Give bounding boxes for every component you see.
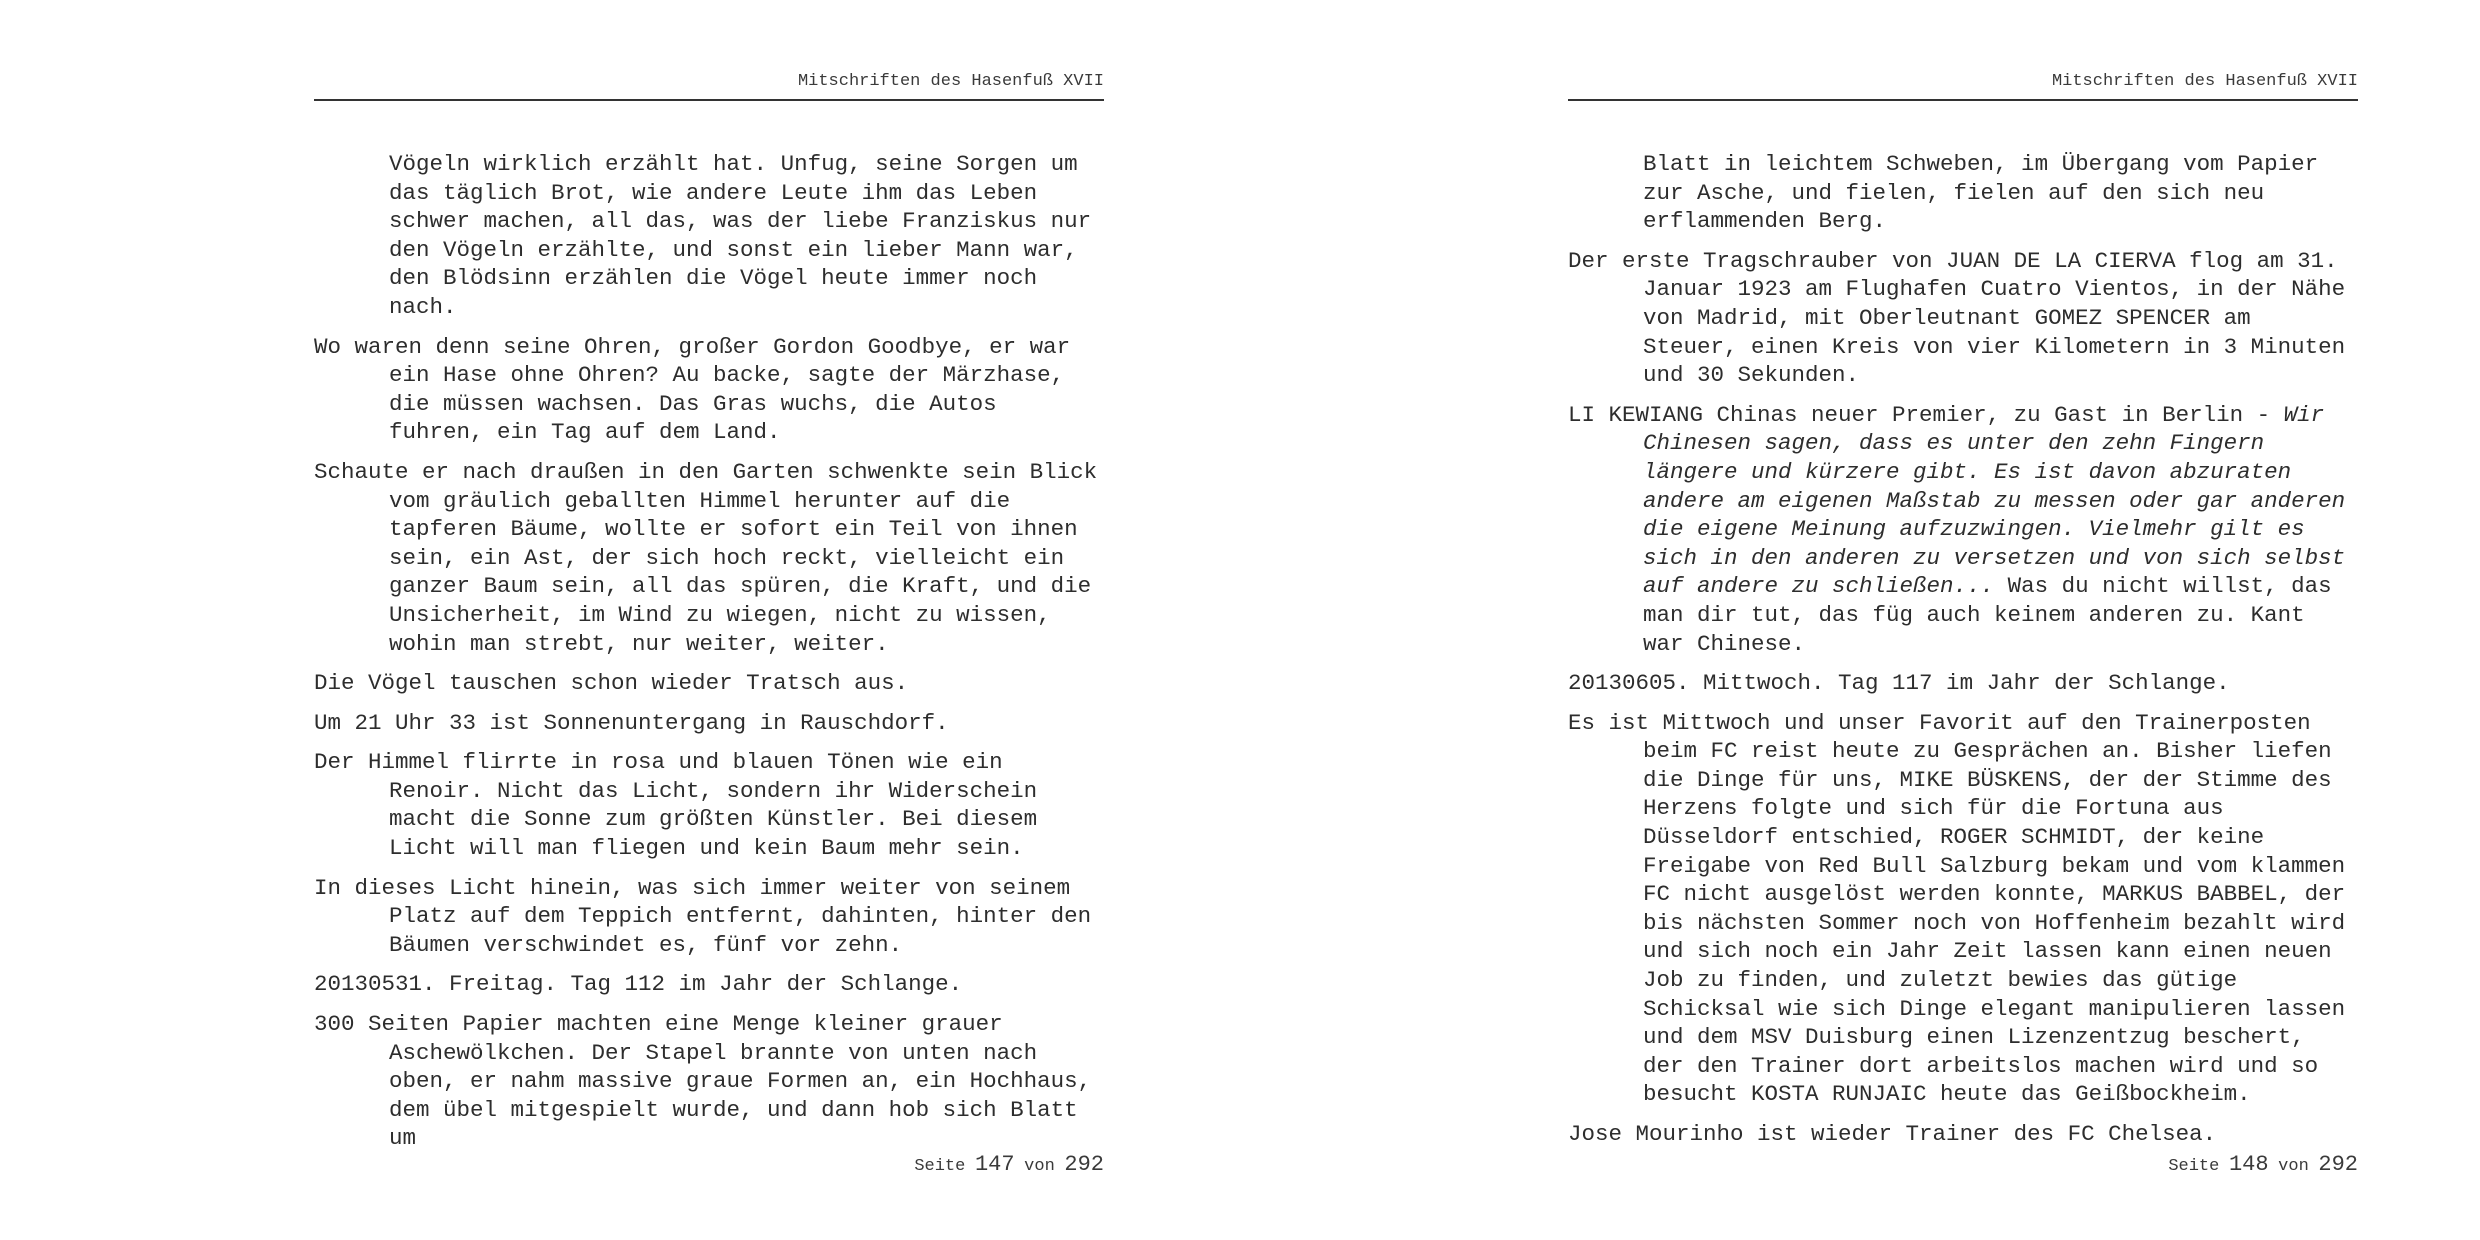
- paragraph: In dieses Licht hinein, was sich immer weiter von seinem Platz auf dem Teppich entfernt, dahinten, hinter den Bäumen verschwindet es, fünf vor zehn.: [314, 874, 1092, 958]
- page-footer: [1568, 1152, 2358, 1177]
- page-body: [314, 150, 1104, 1164]
- left-page: [314, 0, 1104, 1240]
- quote-intro: LI KEWIANG Chinas neuer Premier, zu Gast in Berlin -: [1568, 401, 2284, 428]
- page-total: 292: [2318, 1152, 2358, 1177]
- paragraph: 300 Seiten Papier machten eine Menge kleiner grauer Aschewölkchen. Der Stapel brannte von unten nach oben, er nahm massive graue Formen an, ein Hochhaus, dem übel mitgespielt wurde, und dann hob sich Blatt um: [314, 1011, 1092, 1152]
- page-label: Seite: [914, 1157, 966, 1176]
- running-header: Mitschriften des Hasenfuß XVII: [314, 72, 1104, 101]
- paragraph: Schaute er nach draußen in den Garten schwenkte sein Blick vom gräulich geballten Himmel herunter auf die tapferen Bäume, wollte er sofort ein Teil von ihnen sein, ein Ast, der sich hoch reckt, vielleicht ein ganzer Baum sein, all das spüren, die Kraft, und die Unsicherheit, im Wind zu wiegen, nicht zu wissen, wohin man strebt, nur weiter, weiter.: [314, 458, 1098, 657]
- paragraph: Der erste Tragschrauber von JUAN DE LA CIERVA flog am 31. Januar 1923 am Flughafen Cuatro Vientos, in der Nähe von Madrid, mit Oberleutnant GOMEZ SPENCER am Steuer, einen Kreis von vier Kilometern in 3 Minuten und 30 Sekunden.: [1568, 247, 2346, 389]
- page-footer: [314, 1152, 1104, 1177]
- page-label: Seite: [2168, 1157, 2220, 1176]
- paragraph: Der Himmel flirrte in rosa und blauen Tönen wie ein Renoir. Nicht das Licht, sondern ihr Widerschein macht die Sonne zum größten Künstler. Bei diesem Licht will man fliegen und kein Baum mehr sein.: [314, 749, 1038, 862]
- page-number: 148: [2228, 1152, 2269, 1177]
- paragraph: Es ist Mittwoch und unser Favorit auf den Trainerposten beim FC reist heute zu Gesprächen an. Bisher liefen die Dinge für uns, MIKE BÜSKENS, der der Stimme des Herzens folgte und sich für die Fortuna aus Düsseldorf entschied, ROGER SCHMIDT, der keine Freigabe von Red Bull Salzburg bekam und vom klammen FC nicht ausgelöst werden konnte, MARKUS BABBEL, der bis nächsten Sommer noch von Hoffenheim bezahlt wird und sich noch ein Jahr Zeit lassen kann einen neuen Job zu finden, und zuletzt bewies das gütige Schicksal wie sich Dinge elegant manipulieren lassen und dem MSV Duisburg einen Lizenzentzug beschert, der den Trainer dort arbeitslos machen wird und so besucht KOSTA RUNJAIC heute das Geißbockheim.: [1568, 709, 2346, 1108]
- running-header: Mitschriften des Hasenfuß XVII: [1568, 72, 2358, 101]
- paragraph: Um 21 Uhr 33 ist Sonnenuntergang in Rauschdorf.: [314, 709, 949, 736]
- page-of-label: von: [2278, 1157, 2309, 1176]
- right-page: [1568, 0, 2358, 1240]
- page-number: 147: [974, 1152, 1015, 1177]
- date-entry: 20130531. Freitag. Tag 112 im Jahr der Schlange.: [314, 971, 963, 998]
- paragraph: Jose Mourinho ist wieder Trainer des FC Chelsea.: [1568, 1121, 2217, 1147]
- paragraph: Vögeln wirklich erzählt hat. Unfug, seine Sorgen um das täglich Brot, wie andere Leute ihm das Leben schwer machen, all das, was der liebe Franziskus nur den Vögeln erzählte, und sonst ein lieber Mann war, den Blödsinn erzählen die Vögel heute immer noch nach.: [389, 151, 1092, 320]
- page-total: 292: [1064, 1152, 1104, 1177]
- quote-outro: Was du nicht willst, das man dir tut, das füg auch keinem anderen zu. Kant war Chinese.: [1643, 573, 2332, 657]
- paragraph: Wo waren denn seine Ohren, großer Gordon Goodbye, er war ein Hase ohne Ohren? Au backe, sagte der Märzhase, die müssen wachsen. Das Gras wuchs, die Autos fuhren, ein Tag auf dem Land.: [314, 333, 1071, 446]
- paragraph: Die Vögel tauschen schon wieder Tratsch aus.: [314, 670, 909, 697]
- page-body: [1568, 150, 2358, 1160]
- quote-italic: Wir Chinesen sagen, dass es unter den zehn Fingern längere und kürzere gibt. Es ist davon abzuraten andere am eigenen Maßstab zu messen oder gar anderen die eigene Meinung aufzuzwingen. Vielmehr gilt es sich in den anderen zu versetzen und von sich selbst auf andere zu schließen...: [1643, 401, 2346, 600]
- paragraph: Blatt in leichtem Schweben, im Übergang vom Papier zur Asche, und fielen, fielen auf den sich neu erflammenden Berg.: [1643, 151, 2319, 235]
- date-entry: 20130605. Mittwoch. Tag 117 im Jahr der Schlange.: [1568, 670, 2230, 697]
- quote-paragraph: [1568, 401, 2358, 658]
- page-of-label: von: [1024, 1157, 1055, 1176]
